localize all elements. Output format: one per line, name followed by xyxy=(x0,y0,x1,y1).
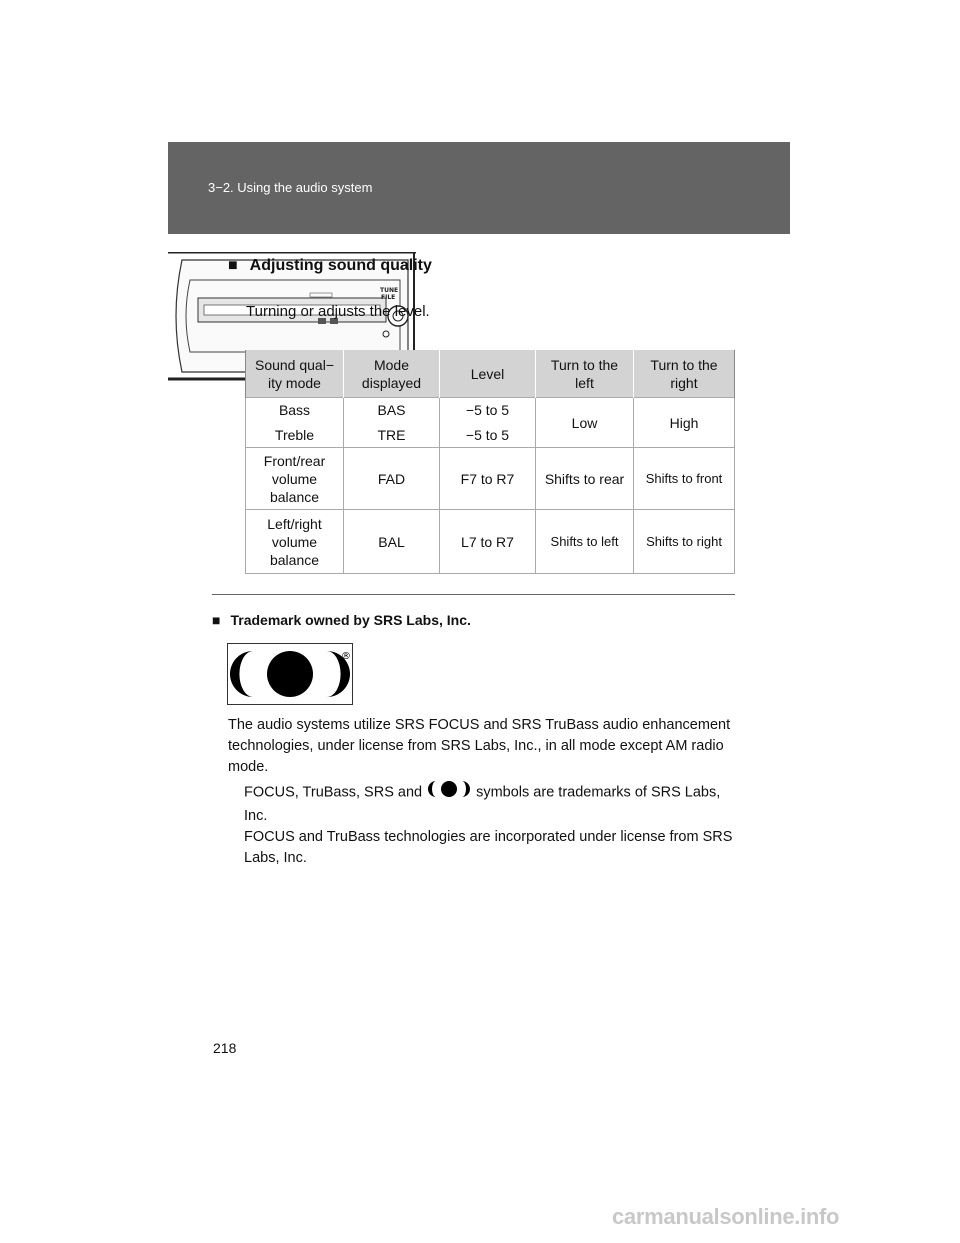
page-header xyxy=(168,142,790,234)
col-header: Turn to the left xyxy=(536,350,634,398)
table-header-row xyxy=(246,350,735,398)
cell-mode: Bass xyxy=(246,398,344,423)
instruction-text: Turning or adjusts the level. xyxy=(246,303,430,320)
trademark-line-b: FOCUS and TruBass technologies are incorporated under license from SRS Labs, Inc. xyxy=(244,829,733,866)
cell-right: Shifts to right xyxy=(634,510,735,574)
cell-mode: Front/rear volume balance xyxy=(246,448,344,510)
cell-mode: Left/right volume balance xyxy=(246,510,344,574)
trademark-paragraph: The audio systems utilize SRS FOCUS and SRS TruBass audio enhancement technologies, under license from SRS Labs, Inc., in all mode except AM radio mode. xyxy=(228,717,731,775)
table-row xyxy=(246,398,735,423)
watermark: carmanualsonline.info xyxy=(612,1204,840,1229)
trademark-marker: ■ xyxy=(212,612,221,628)
cell-right: High xyxy=(634,398,735,448)
trademark-notes xyxy=(244,779,744,869)
sound-quality-table xyxy=(245,350,735,574)
cell-level: L7 to R7 xyxy=(440,510,536,574)
cell-display: TRE xyxy=(344,423,440,448)
section-heading xyxy=(228,257,432,275)
srs-logo xyxy=(227,643,353,705)
divider xyxy=(212,594,735,595)
tune-label: TUNE xyxy=(380,287,399,294)
cell-right: Shifts to front xyxy=(634,448,735,510)
section-marker: ■ xyxy=(228,257,238,274)
cell-display: BAL xyxy=(344,510,440,574)
cell-level: −5 to 5 xyxy=(440,423,536,448)
col-header: Turn to the right xyxy=(634,350,735,398)
section-title: Adjusting sound quality xyxy=(249,257,432,274)
table-row xyxy=(246,448,735,510)
cell-level: F7 to R7 xyxy=(440,448,536,510)
cell-display: FAD xyxy=(344,448,440,510)
col-header: Level xyxy=(440,350,536,398)
trademark-line-a-post: symbols are trademarks of SRS Labs, Inc. xyxy=(244,784,721,824)
trademark-heading xyxy=(212,612,471,628)
registered-mark: ® xyxy=(341,651,351,662)
srs-inline-logo xyxy=(428,779,470,806)
col-header: Sound qual− ity mode xyxy=(246,350,344,398)
col-header: Mode displayed xyxy=(344,350,440,398)
cell-mode: Treble xyxy=(246,423,344,448)
page-number: 218 xyxy=(213,1040,237,1056)
section-breadcrumb: 3−2. Using the audio system xyxy=(208,180,373,195)
cell-left: Shifts to rear xyxy=(536,448,634,510)
cell-display: BAS xyxy=(344,398,440,423)
trademark-title: Trademark owned by SRS Labs, Inc. xyxy=(230,612,471,628)
cell-left: Shifts to left xyxy=(536,510,634,574)
cell-left: Low xyxy=(536,398,634,448)
cell-level: −5 to 5 xyxy=(440,398,536,423)
table-row xyxy=(246,510,735,574)
file-label: FILE xyxy=(381,294,396,301)
trademark-line-a-pre: FOCUS, TruBass, SRS and xyxy=(244,784,423,801)
